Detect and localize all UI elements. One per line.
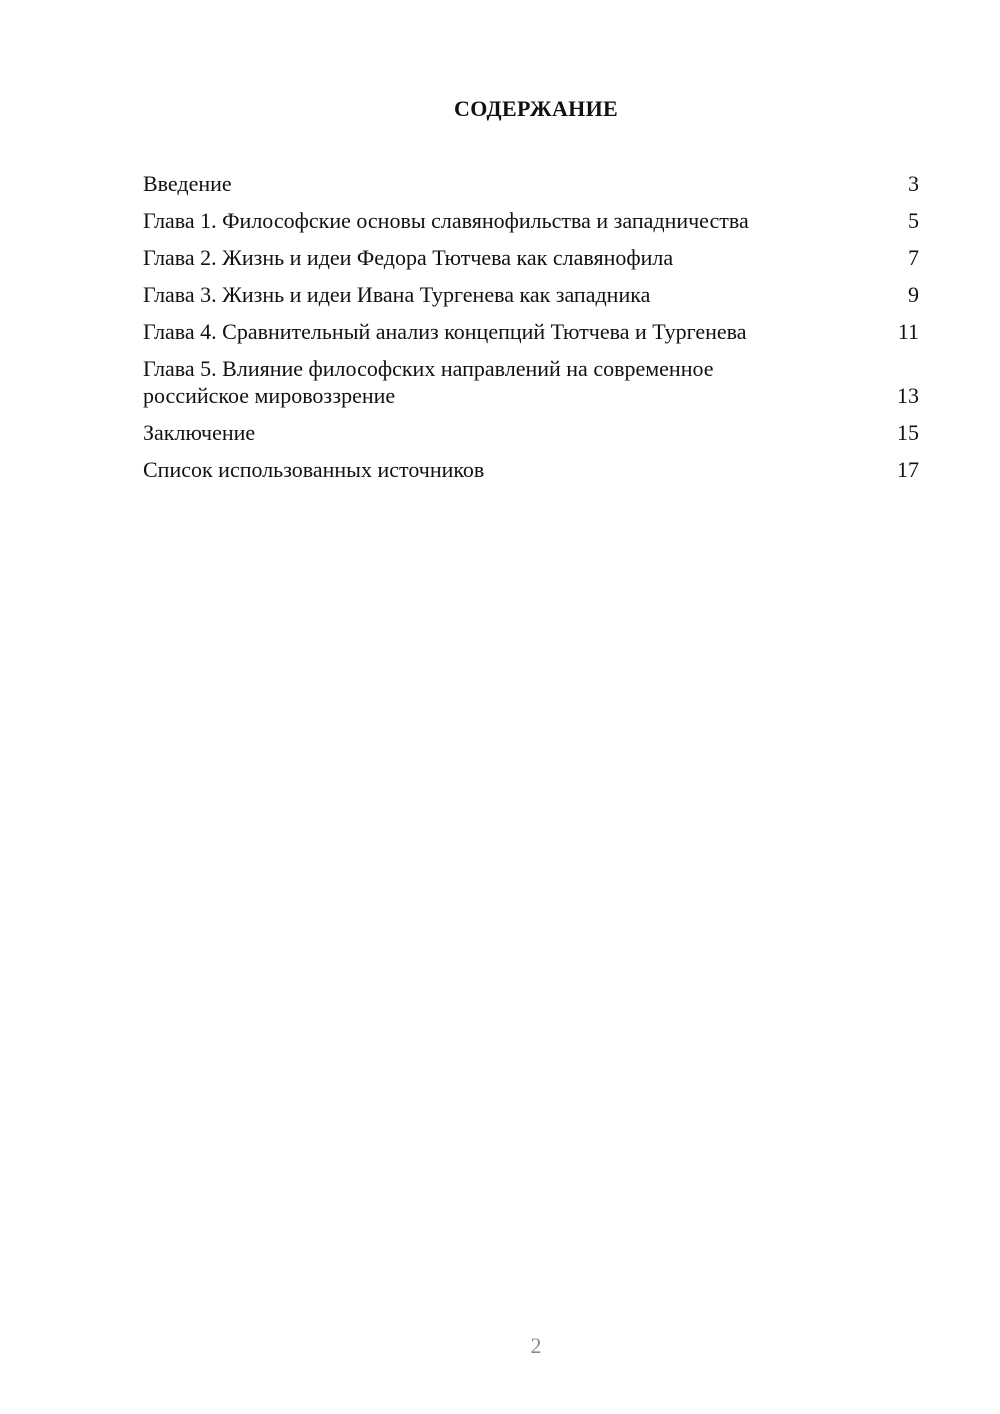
page-title: СОДЕРЖАНИЕ bbox=[454, 96, 618, 121]
toc-entry-title: Глава 3. Жизнь и идеи Ивана Тургенева как западника bbox=[143, 282, 651, 307]
toc-entry-title: Глава 2. Жизнь и идеи Федора Тютчева как славянофила bbox=[143, 245, 674, 270]
toc-entry-title: Глава 4. Сравнительный анализ концепций Тютчева и Тургенева bbox=[143, 319, 747, 344]
toc-entry-title: Глава 1. Философские основы славянофильства и западничества bbox=[143, 208, 749, 233]
toc-entry-chapter-2[interactable] bbox=[143, 244, 919, 271]
toc-entry-chapter-5[interactable] bbox=[143, 355, 919, 409]
toc-entry-page: 9 bbox=[908, 282, 919, 307]
toc-entry-title: Введение bbox=[143, 171, 232, 196]
toc-entry-page: 7 bbox=[908, 245, 919, 270]
page-number: 2 bbox=[530, 1333, 542, 1358]
toc-entry-page: 17 bbox=[897, 457, 919, 482]
toc-entry-chapter-4[interactable] bbox=[143, 318, 919, 345]
toc-entry-chapter-1[interactable] bbox=[143, 207, 919, 234]
toc-entry-references[interactable] bbox=[143, 456, 919, 483]
toc-entry-title: Глава 5. Влияние философских направлений на современное российское мировоззрение bbox=[143, 356, 714, 408]
toc-entry-page: 11 bbox=[897, 319, 919, 344]
table-of-contents bbox=[143, 170, 919, 493]
toc-entry-chapter-3[interactable] bbox=[143, 281, 919, 308]
toc-entry-conclusion[interactable] bbox=[143, 419, 919, 446]
toc-entry-title: Заключение bbox=[143, 420, 256, 445]
toc-entry-page: 5 bbox=[908, 208, 919, 233]
toc-entry-page: 13 bbox=[897, 383, 919, 408]
toc-entry-page: 3 bbox=[908, 171, 919, 196]
toc-entry-page: 15 bbox=[897, 420, 919, 445]
toc-entry-introduction[interactable] bbox=[143, 170, 919, 197]
toc-entry-title: Список использованных источников bbox=[143, 457, 485, 482]
